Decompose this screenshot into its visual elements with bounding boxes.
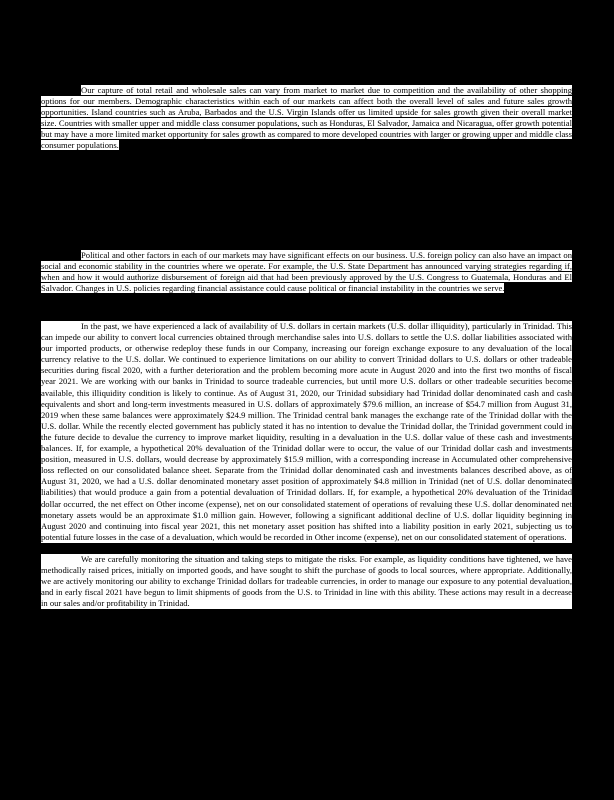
paragraph-text: In the past, we have experienced a lack of availability of U.S. dollars in certain markets (U.S. dollar illiquidity), particularly in Trinidad. This can impede our ability to convert local currencies obtained through merchandise sales into U.S. dollars to settle the U.S. dollar liabilities associated with our imported products, or otherwise redeploy these funds in our Company, increasing our foreign exchange exposure to any devaluation of the local currency relative to the U.S. dollar. We continued to experience limitations on our ability to convert Trinidad dollars to U.S. dollars or other tradeable securities during fiscal 2020, with a further deterioration and the problem becoming more acute in August 2020 and into the first two months of fiscal year 2021. We are working with our banks in Trinidad to source tradeable currencies, but until more U.S. dollars or other tradeable securities become available, this illiquidity condition is likely to continue. As of August 31, 2020, our Trinidad subsidiary had Trinidad dollar denominated cash and cash equivalents and short and long-term investments measured in U.S. dollars of approximately $79.6 million, an increase of $54.7 million from August 31, 2019 when these same balances were approximately $24.9 million. The Trinidad central bank manages the exchange rate of the Trinidad dollar with the U.S. dollar. While the recently elected government has publicly stated it has no intention to devalue the Trinidad dollar, the Trinidad government could in the future decide to devalue the currency to improve market liquidity, resulting in a devaluation in the U.S. dollar value of these cash and investments balances. If, for example, a hypothetical 20% devaluation of the Trinidad dollar were to occur, the value of our Trinidad dollar cash and investments position, measured in U.S. dollars, would decrease by approximately $15.9 million, with a corresponding increase in Accumulated other comprehensive loss reflected on our consolidated balance sheet. Separate from the Trinidad dollar denominated cash and investments balances described above, as of August 31, 2020, we had a U.S. dollar denominated monetary asset position of approximately $4.8 million in Trinidad (net of U.S. dollar denominated liabilities) that would produce a gain from a potential devaluation of Trinidad dollars. If, for example, a hypothetical 20% devaluation of the Trinidad dollar occurred, the net effect on Other income (expense), net on our consolidated statement of operations of revaluing these U.S. dollar denominated net monetary assets would be an approximate $1.0 million gain. However, following a significant additional decline of U.S. dollar liquidity beginning in August 2020 and continuing into fiscal year 2021, this net monetary asset position has shifted into a liability position in early 2021, subjecting us to potential future losses in the case of a devaluation, which would be recorded in Other income (expense), net on our consolidated statement of operations. [41,321,572,542]
paragraph-political-factors [41,250,572,294]
paragraph-risk-mitigation [41,554,572,609]
paragraph-dollar-illiquidity [41,321,572,543]
paragraph-text: Political and other factors in each of our markets may have significant effects on our business. U.S. foreign policy can also have an impact on social and economic stability in the countries where we operate. For example, the U.S. State Department has announced varying strategies regarding if, when and how it would authorize disbursement of foreign aid that had been previously approved by the U.S. Congress to Guatemala, Honduras and El Salvador. Changes in U.S. policies regarding financial assistance could cause political or financial instability in the countries we serve. [41,250,572,294]
paragraph-text: Our capture of total retail and wholesale sales can vary from market to market due to competition and the availability of other shopping options for our members. Demographic characteristics within each of our markets can affect both the overall level of sales and future sales growth opportunities. Island countries such as Aruba, Barbados and the U.S. Virgin Islands offer us limited upside for sales growth given their overall market size. Countries with smaller upper and middle class consumer populations, such as Honduras, El Salvador, Jamaica and Nicaragua, offer growth potential but may have a more limited market opportunity for sales growth as compared to more developed countries with larger or growing upper and middle class consumer populations. [41,85,572,151]
paragraph-market-capture [41,85,572,152]
paragraph-text: We are carefully monitoring the situation and taking steps to mitigate the risks. For example, as liquidity conditions have tightened, we have methodically raised prices, initially on imported goods, and have sought to shift the purchase of goods to local sources, where appropriate. Additionally, we are actively monitoring our ability to exchange Trinidad dollars for tradeable currencies, in order to manage our exposure to any potential devaluation, and in early fiscal 2021 have begun to limit shipments of goods from the U.S. to Trinidad in line with this ability. These actions may result in a decrease in our sales and/or profitability in Trinidad. [41,554,572,609]
